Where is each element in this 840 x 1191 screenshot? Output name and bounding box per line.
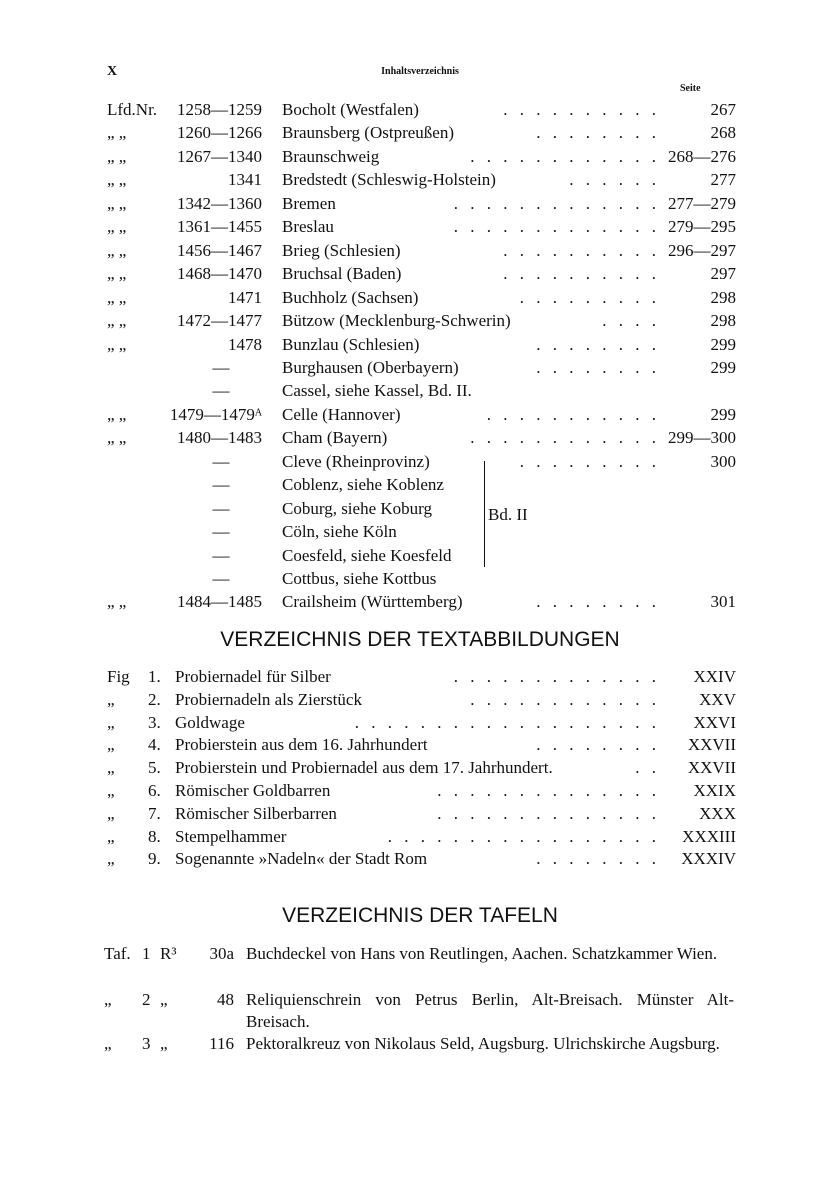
- place-name: Braunsberg (Ostpreußen): [282, 123, 455, 143]
- place-name: Celle (Hannover): [282, 404, 401, 424]
- row-prefix: „ „: [107, 404, 127, 424]
- page-reference: 300: [710, 451, 736, 471]
- column-label-seite: Seite: [680, 83, 701, 94]
- row-years: —: [212, 475, 230, 495]
- page-reference: 297: [710, 264, 736, 284]
- place-name: Cleve (Rheinprovinz): [282, 451, 430, 471]
- figure-prefix: „: [107, 689, 115, 709]
- place-name: Buchholz (Sachsen): [282, 287, 419, 307]
- row-prefix: „ „: [107, 123, 127, 143]
- row-years: —: [212, 498, 230, 518]
- plate-r-mark: „: [160, 990, 168, 1009]
- running-header: Inhaltsverzeichnis: [381, 66, 459, 77]
- index-row: [0, 497, 840, 520]
- place-name: Breslau: [282, 217, 334, 237]
- figure-row: [0, 802, 840, 825]
- figure-number: 4.: [148, 735, 161, 755]
- index-row: [0, 309, 840, 332]
- row-years: 1342—1360: [177, 193, 262, 213]
- figure-page-reference: XXIV: [693, 667, 736, 686]
- place-name: Cassel, siehe Kassel, Bd. II.: [282, 381, 472, 401]
- grouping-brace: [480, 461, 485, 567]
- row-prefix: „ „: [107, 217, 127, 237]
- figure-row: [0, 779, 840, 802]
- dot-leader: . . . . . . . . . . . . . . . . .: [387, 826, 660, 846]
- plate-description: Pektoralkreuz von Nikolaus Seld, Augsburg. Ulrichskirche Augsburg.: [246, 1034, 720, 1053]
- dot-leader: . . . . . . . . . . . . . .: [437, 803, 660, 823]
- index-row: [0, 98, 840, 121]
- page-reference: 301: [710, 592, 736, 612]
- figure-row: [0, 847, 840, 870]
- dot-leader: . . . . . . . . . . . . .: [453, 217, 660, 237]
- row-years: —: [212, 522, 230, 542]
- row-years: 1361—1455: [177, 217, 262, 237]
- dot-leader: . . . . . . . .: [536, 592, 660, 612]
- index-row: [0, 379, 840, 402]
- place-name: Coburg, siehe Koburg: [282, 498, 433, 518]
- page-reference: 299—300: [668, 428, 736, 448]
- dot-leader: . . . . . . . . . .: [503, 240, 660, 260]
- figure-number: 7.: [148, 803, 161, 823]
- index-row: [0, 473, 840, 496]
- row-years: 1258—1259: [177, 100, 262, 119]
- place-name: Bocholt (Westfalen): [282, 100, 419, 119]
- place-name: Cham (Bayern): [282, 428, 388, 448]
- place-name: Cöln, siehe Köln: [282, 522, 397, 542]
- row-prefix: „ „: [107, 193, 127, 213]
- figure-row: [0, 665, 840, 688]
- figure-caption: Stempelhammer: [175, 826, 287, 846]
- row-prefix: „ „: [107, 592, 127, 612]
- place-name: Brieg (Schlesien): [282, 240, 401, 260]
- place-name: Braunschweig: [282, 146, 380, 166]
- row-prefix: „ „: [107, 334, 127, 354]
- row-years: —: [212, 381, 230, 401]
- figure-prefix: „: [107, 712, 115, 732]
- row-years: 1456—1467: [177, 240, 262, 260]
- figure-prefix: „: [107, 758, 115, 778]
- brace-label: Bd. II: [488, 505, 528, 524]
- index-row: [0, 333, 840, 356]
- row-prefix: „ „: [107, 240, 127, 260]
- dot-leader: . . . . . .: [569, 170, 660, 190]
- index-row: [0, 403, 840, 426]
- row-years: 1480—1483: [177, 428, 262, 448]
- figure-page-reference: XXXIII: [682, 826, 736, 846]
- plate-number: 2: [142, 990, 151, 1009]
- plate-prefix: „: [104, 990, 112, 1009]
- index-row: [0, 262, 840, 285]
- dot-leader: . . . . . . . . . . . .: [470, 689, 660, 709]
- dot-leader: . .: [635, 758, 660, 778]
- dot-leader: . . . .: [602, 311, 660, 331]
- figure-caption: Römischer Silberbarren: [175, 803, 337, 823]
- figure-number: 3.: [148, 712, 161, 732]
- place-name: Burghausen (Oberbayern): [282, 357, 459, 377]
- row-years: —: [212, 545, 230, 565]
- plate-r-mark: „: [160, 1034, 168, 1053]
- plate-reference: 116: [209, 1034, 234, 1053]
- figure-row: [0, 733, 840, 756]
- figure-number: 2.: [148, 689, 161, 709]
- dot-leader: . . . . . . . . . . . .: [470, 146, 660, 166]
- row-prefix: „ „: [107, 170, 127, 190]
- dot-leader: . . . . . . . .: [536, 123, 660, 143]
- figure-page-reference: XXX: [699, 803, 736, 823]
- row-years: 1471: [228, 287, 262, 307]
- place-name: Crailsheim (Württemberg): [282, 592, 463, 612]
- row-years: —: [212, 569, 230, 588]
- figure-page-reference: XXVII: [687, 735, 736, 755]
- place-name: Bützow (Mecklenburg-Schwerin): [282, 311, 511, 331]
- index-row: [0, 520, 840, 543]
- place-name: Bunzlau (Schlesien): [282, 334, 420, 354]
- row-prefix: „ „: [107, 428, 127, 448]
- figure-number: 8.: [148, 826, 161, 846]
- row-years: 1260—1266: [177, 123, 262, 143]
- index-row: [0, 544, 840, 567]
- row-years: —: [212, 357, 230, 377]
- page-reference: 299: [710, 404, 736, 424]
- place-name: Bremen: [282, 193, 336, 213]
- index-row: [0, 215, 840, 238]
- page-reference: 267: [710, 100, 736, 119]
- figure-page-reference: XXV: [699, 689, 736, 709]
- index-row: [0, 567, 840, 590]
- figure-page-reference: XXXIV: [681, 849, 736, 869]
- figure-caption: Probierstein aus dem 16. Jahrhundert: [175, 735, 428, 755]
- row-years: 1472—1477: [177, 311, 262, 331]
- page-reference: 279—295: [668, 217, 736, 237]
- index-row: [0, 450, 840, 473]
- figure-prefix: „: [107, 735, 115, 755]
- place-name: Cottbus, siehe Kottbus: [282, 569, 437, 588]
- figure-number: 6.: [148, 781, 161, 800]
- figure-caption: Sogenannte »Nadeln« der Stadt Rom: [175, 849, 428, 869]
- dot-leader: . . . . . . . . . . . . .: [453, 193, 660, 213]
- place-name: Bruchsal (Baden): [282, 264, 402, 284]
- plates-section-title: VERZEICHNIS DER TAFELN: [282, 904, 558, 927]
- dot-leader: . . . . . . . .: [536, 735, 660, 755]
- row-prefix: Lfd.Nr.: [107, 100, 158, 119]
- page-reference: 298: [710, 311, 736, 331]
- page-reference: 268—276: [668, 146, 736, 166]
- plate-reference: 48: [217, 990, 234, 1009]
- figure-prefix: „: [107, 849, 115, 869]
- row-prefix: „ „: [107, 264, 127, 284]
- row-years: 1484—1485: [177, 592, 262, 612]
- figure-number: 5.: [148, 758, 161, 778]
- dot-leader: . . . . . . . . . . . . . . . . . . .: [354, 712, 660, 732]
- index-row: [0, 145, 840, 168]
- row-years: 1468—1470: [177, 264, 262, 284]
- dot-leader: . . . . . . . . . . . . . .: [437, 781, 660, 800]
- index-row: [0, 239, 840, 262]
- figure-number: 1.: [148, 667, 161, 686]
- plate-description: Reliquienschrein von Petrus Berlin, Alt-Breisach. Münster Alt-Breisach.: [246, 990, 734, 1031]
- index-row: [0, 286, 840, 309]
- figure-row: [0, 688, 840, 711]
- dot-leader: . . . . . . . .: [536, 357, 660, 377]
- place-name: Bredstedt (Schleswig-Holstein): [282, 170, 496, 190]
- plate-reference: 30a: [209, 944, 234, 963]
- dot-leader: . . . . . . . . . . . . .: [453, 667, 660, 686]
- figure-page-reference: XXVII: [687, 758, 736, 778]
- row-years: 1267—1340: [177, 146, 262, 166]
- place-name: Coblenz, siehe Koblenz: [282, 475, 444, 495]
- plate-number: 3: [142, 1034, 151, 1053]
- figure-prefix: „: [107, 803, 115, 823]
- index-row: [0, 590, 840, 613]
- page-number: X: [107, 64, 118, 79]
- figure-row: [0, 825, 840, 848]
- dot-leader: . . . . . . . .: [536, 849, 660, 869]
- figure-caption: Probierstein und Probiernadel aus dem 17. Jahrhundert.: [175, 758, 553, 778]
- dot-leader: . . . . . . . . . .: [503, 264, 660, 284]
- index-row: [0, 192, 840, 215]
- dot-leader: . . . . . . . . .: [519, 451, 660, 471]
- row-prefix: „ „: [107, 287, 127, 307]
- plate-prefix: „: [104, 1034, 112, 1053]
- index-row: [0, 356, 840, 379]
- plate-r-mark: R³: [160, 944, 177, 963]
- dot-leader: . . . . . . . . .: [519, 287, 660, 307]
- figure-page-reference: XXVI: [693, 712, 736, 732]
- figure-prefix: „: [107, 826, 115, 846]
- figure-row: [0, 711, 840, 734]
- page-reference: 296—297: [668, 240, 736, 260]
- dot-leader: . . . . . . . . . .: [503, 100, 660, 119]
- index-row: [0, 168, 840, 191]
- page-reference: 298: [710, 287, 736, 307]
- page-reference: 277: [710, 170, 736, 190]
- dot-leader: . . . . . . . . . . . .: [470, 428, 660, 448]
- index-row: [0, 121, 840, 144]
- plate-prefix: Taf.: [104, 944, 131, 963]
- figure-number: 9.: [148, 849, 161, 869]
- plate-number: 1: [142, 944, 151, 963]
- page-reference: 299: [710, 357, 736, 377]
- figure-caption: Goldwage: [175, 712, 245, 732]
- place-name: Coesfeld, siehe Koesfeld: [282, 545, 452, 565]
- figure-page-reference: XXIX: [693, 781, 736, 800]
- page-reference: 277—279: [668, 193, 736, 213]
- row-prefix: „ „: [107, 311, 127, 331]
- index-row: [0, 426, 840, 449]
- figure-caption: Probiernadeln als Zierstück: [175, 689, 362, 709]
- figures-section-title: VERZEICHNIS DER TEXTABBILDUNGEN: [220, 628, 620, 651]
- dot-leader: . . . . . . . .: [536, 334, 660, 354]
- row-years: —: [212, 451, 230, 471]
- figure-row: [0, 756, 840, 779]
- dot-leader: . . . . . . . . . . .: [486, 404, 660, 424]
- row-years: 1341: [228, 170, 262, 190]
- figure-prefix: „: [107, 781, 115, 800]
- figure-caption: Probiernadel für Silber: [175, 667, 331, 686]
- page-reference: 299: [710, 334, 736, 354]
- figure-prefix: Fig: [107, 667, 130, 686]
- row-years: 1478: [228, 334, 262, 354]
- plate-description: Buchdeckel von Hans von Reutlingen, Aachen. Schatzkammer Wien.: [246, 944, 718, 963]
- row-prefix: „ „: [107, 146, 127, 166]
- figure-caption: Römischer Goldbarren: [175, 781, 331, 800]
- page-reference: 268: [710, 123, 736, 143]
- row-years: 1479—1479ᴬ: [169, 404, 262, 424]
